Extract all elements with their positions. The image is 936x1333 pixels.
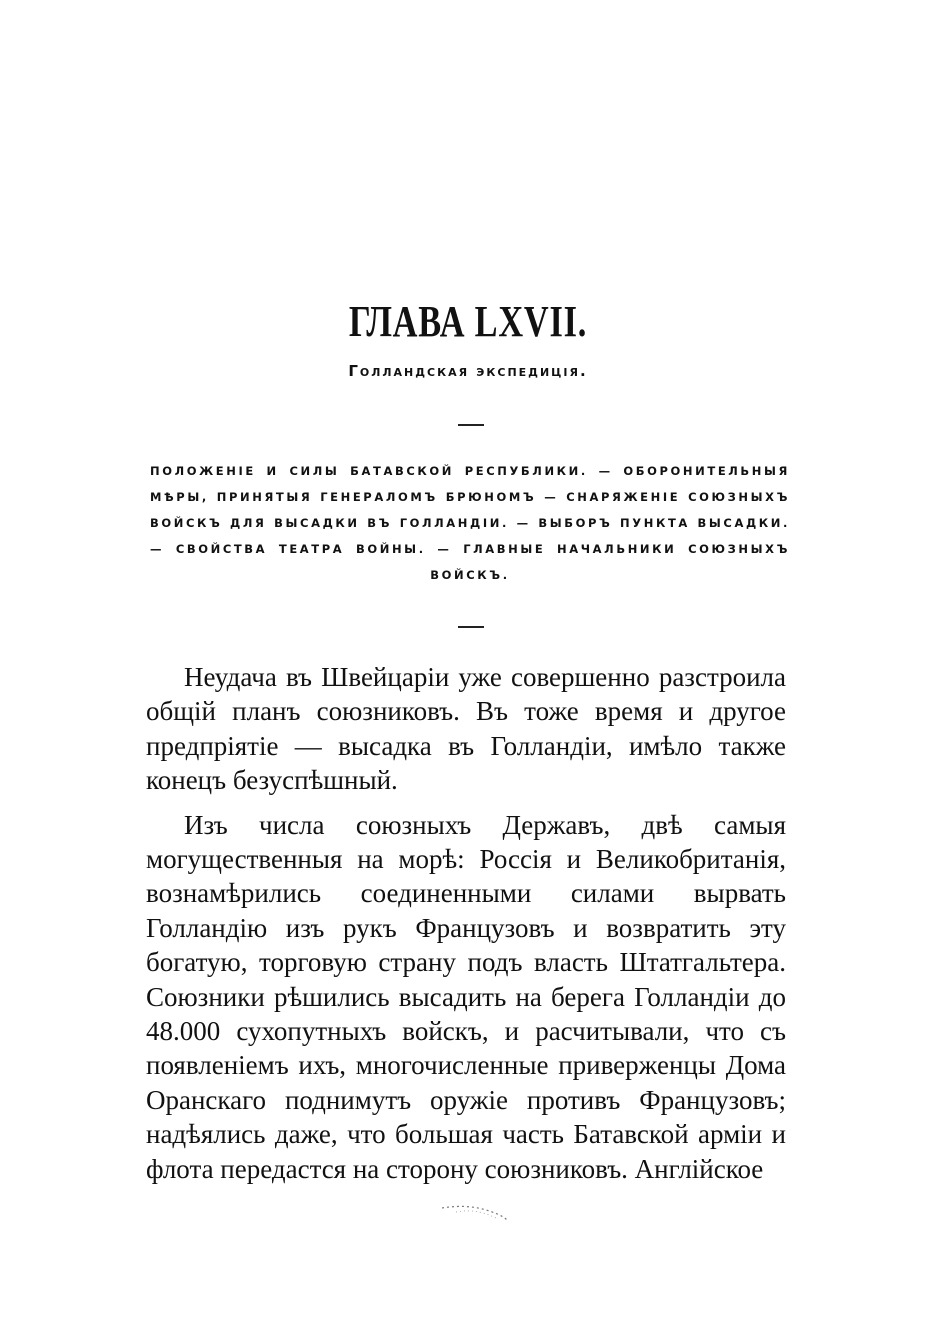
divider-rule-top [458,424,484,426]
ink-smudge [436,1198,516,1228]
chapter-subtitle: Голландская экспедиція. [348,362,588,380]
divider-rule-bottom [458,626,484,628]
body-paragraph: Неудача въ Швейцаріи уже совершенно разстроила общій планъ союзниковъ. Въ тоже время и другое предпріятіе — высадка въ Голландіи, имѣло также конецъ безуспѣшный. [146,662,786,796]
body-paragraph: Изъ числа союзныхъ Державъ, двѣ самыя могущественныя на морѣ: Россія и Великобританія, вознамѣрились соединенными силами вырвать Голландію изъ рукъ Французовъ и возвратить эту богатую, торговую страну подъ власть Штатгальтера. Союзники рѣшились высадить на берега Голландіи до 48.000 сухопутныхъ войскъ, и расчитывали, что съ появленіемъ ихъ, многочисленные приверженцы Дома Оранскаго поднимутъ оружіе противъ Французовъ; надѣялись даже, что большая часть Батавской арміи и флота передастся на сторону союзниковъ. Англійское [146,809,786,1184]
chapter-summary: ПОЛОЖЕНІЕ И СИЛЫ БАТАВСКОЙ РЕСПУБЛИКИ. — ОБОРОНИТЕЛЬНЫЯ МѢРЫ, ПРИНЯТЫЯ ГЕНЕРАЛОМЪ БРЮНОМЪ — СНАРЯЖЕНІЕ СОЮЗНЫХЪ ВОЙСКЪ ДЛЯ ВЫСАДКИ ВЪ ГОЛЛАНДІИ. — ВЫБОРЪ ПУНКТА ВЫСАДКИ. — СВОЙСТВА ТЕАТРА ВОЙНЫ. — ГЛАВНЫЕ НАЧАЛЬНИКИ СОЮЗНЫХЪ ВОЙСКЪ. [150,464,790,582]
chapter-title: ГЛАВА LXVII. [348,297,588,346]
body-text [146,660,786,1196]
